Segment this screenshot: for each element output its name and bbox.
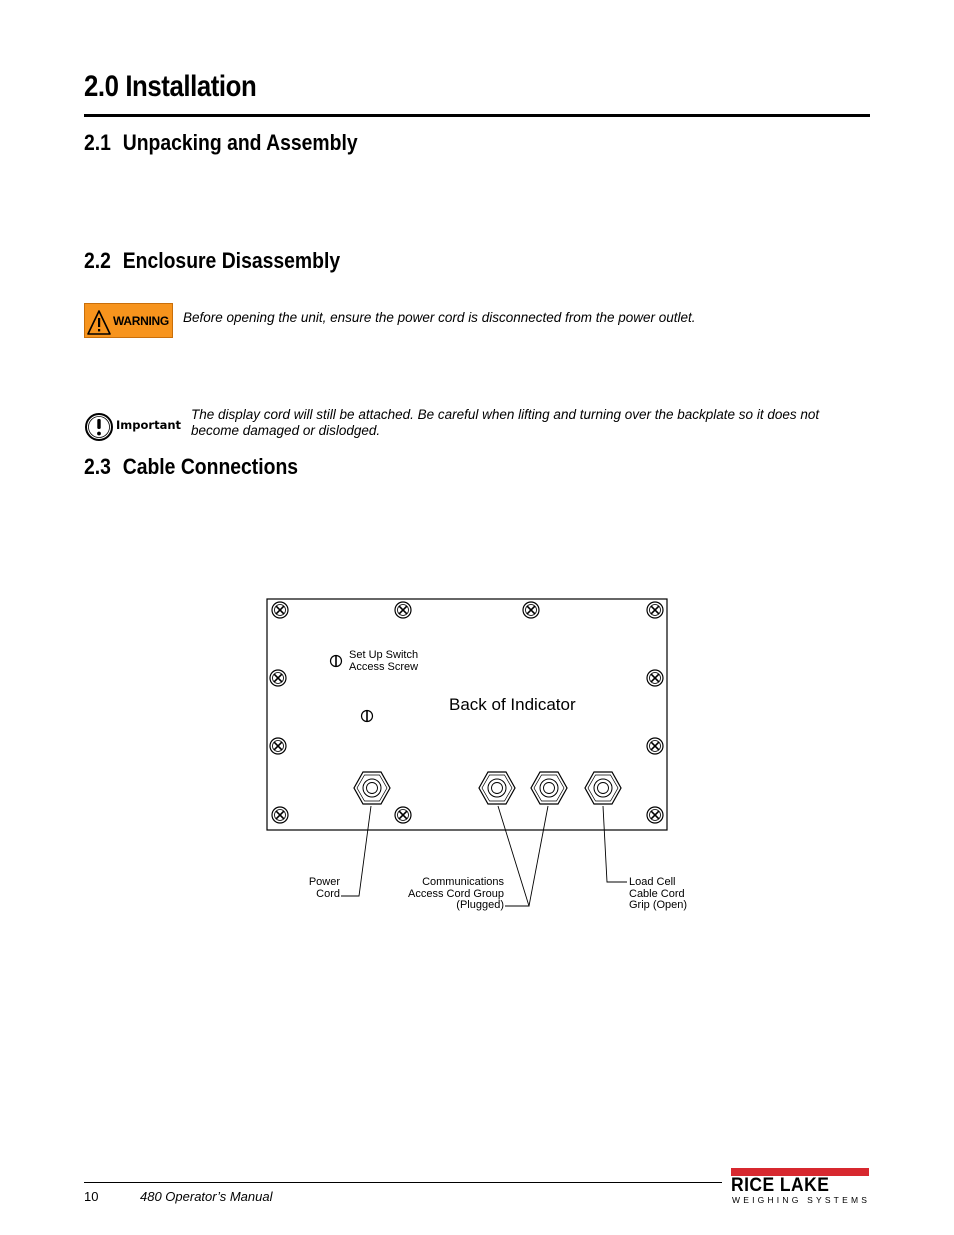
load-cell-label-line3: Grip (Open) [629, 899, 688, 911]
logo-subtitle: WEIGHING SYSTEMS [732, 1195, 871, 1205]
section-title: Enclosure Disassembly [122, 248, 341, 273]
section-number: 2.3 [84, 454, 111, 479]
page-number: 10 [84, 1189, 99, 1204]
warning-label: WARNING [113, 314, 169, 328]
manual-title: 480 Operator’s Manual [140, 1189, 273, 1204]
mounting-screw-icon [647, 670, 663, 686]
section-title: Cable Connections [122, 454, 299, 479]
mounting-screw-icon [647, 807, 663, 823]
mounting-screw-icon [395, 807, 411, 823]
comm-label-line1: Communications [422, 876, 504, 888]
power-cord-label-line2: Cord [316, 888, 340, 900]
diagram-title: Back of Indicator [449, 695, 576, 714]
chapter-title: 2.0 Installation [84, 70, 257, 103]
load-cell-label-line2: Cable Cord [629, 888, 685, 900]
comm-label-line2: Access Cord Group [408, 888, 504, 900]
footer-rule [84, 1182, 722, 1183]
load-cell-label-line1: Load Cell [629, 876, 676, 888]
section-number: 2.2 [84, 248, 111, 273]
warning-text: Before opening the unit, ensure the power cord is disconnected from the power outlet. [183, 310, 696, 325]
mounting-screw-icon [523, 602, 539, 618]
mounting-screw-icon [272, 602, 288, 618]
mounting-screw-icon [395, 602, 411, 618]
setup-switch-screw-icon [331, 656, 342, 667]
mounting-screw-icon [270, 738, 286, 754]
important-label: Important [116, 418, 182, 432]
comm-label-line3: (Plugged) [456, 899, 504, 911]
slotted-screw-icon [362, 711, 373, 722]
logo-brand: RICE LAKE [731, 1175, 830, 1196]
mounting-screw-icon [270, 670, 286, 686]
important-text-line1: The display cord will still be attached. Be careful when lifting and turning over the backplate so it does not [191, 407, 820, 422]
mounting-screw-icon [647, 602, 663, 618]
rice-lake-logo [731, 1168, 869, 1208]
section-title: Unpacking and Assembly [122, 130, 358, 155]
mounting-screw-icon [272, 807, 288, 823]
mounting-screw-icon [647, 738, 663, 754]
setup-switch-label-line1: Set Up Switch [349, 649, 419, 661]
power-cord-label-line1: Power [308, 876, 340, 888]
setup-switch-label-line2: Access Screw [349, 661, 419, 673]
section-number: 2.1 [84, 130, 111, 155]
important-text-line2: become damaged or dislodged. [191, 423, 381, 438]
